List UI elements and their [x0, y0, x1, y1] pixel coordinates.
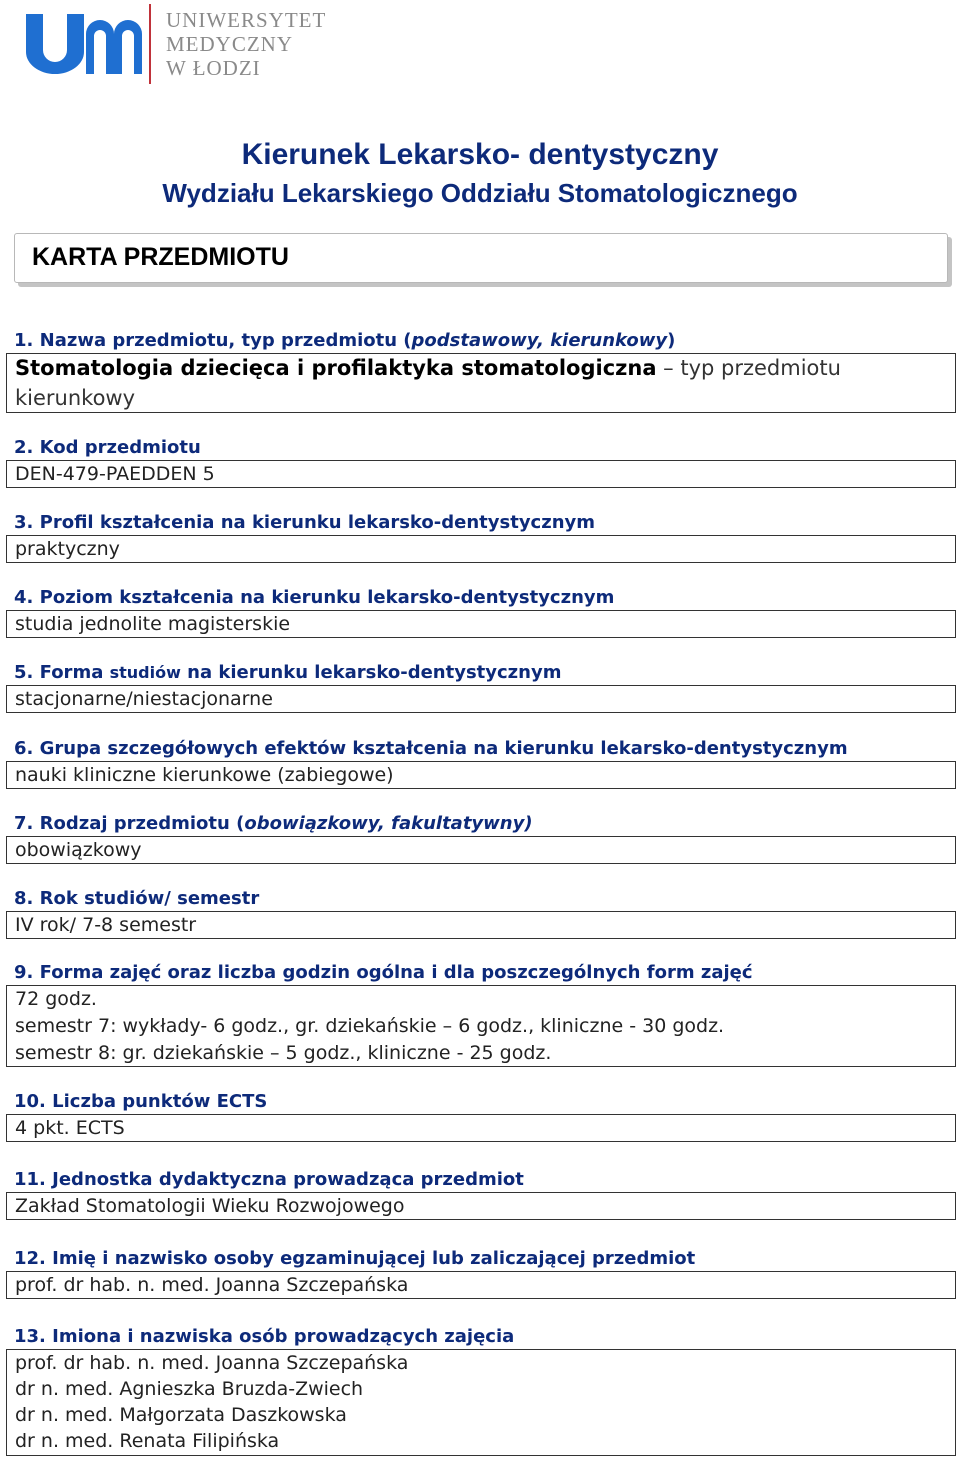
section-10-value: 4 pkt. ECTS [6, 1114, 956, 1142]
section-5-label: 5. Forma studiów na kierunku lekarsko-dentystycznym [14, 662, 562, 683]
page-subtitle: Wydziału Lekarskiego Oddziału Stomatologicznego [162, 178, 798, 208]
section-12-label: 12. Imię i nazwisko osoby egzaminującej lub zaliczającej przedmiot [14, 1248, 696, 1269]
section-13-label: 13. Imiona i nazwiska osób prowadzących zajęcia [14, 1326, 515, 1347]
section-10-label: 10. Liczba punktów ECTS [14, 1091, 268, 1112]
logo-wordmark: UNIWERSYTET MEDYCZNY W ŁODZI [166, 8, 327, 80]
section-5-value: stacjonarne/niestacjonarne [6, 685, 956, 713]
section-11-label: 11. Jednostka dydaktyczna prowadząca przedmiot [14, 1169, 524, 1190]
section-9-value: 72 godz. semestr 7: wykłady- 6 godz., gr. dziekańskie – 6 godz., kliniczne - 30 godz. semestr 8: gr. dziekańskie – 5 godz., kliniczne - 25 godz. [6, 985, 956, 1067]
section-1-value: Stomatologia dziecięca i profilaktyka stomatologiczna – typ przedmiotu kierunkowy [6, 353, 956, 413]
section-9-label: 9. Forma zajęć oraz liczba godzin ogólna i dla poszczególnych form zajęć [14, 962, 753, 983]
page-title: Kierunek Lekarsko- dentystyczny [241, 138, 719, 171]
karta-header-box [14, 233, 948, 283]
section-8-label: 8. Rok studiów/ semestr [14, 888, 260, 909]
section-11-value: Zakład Stomatologii Wieku Rozwojowego [6, 1192, 956, 1220]
section-3-label: 3. Profil kształcenia na kierunku lekarsko-dentystycznym [14, 512, 596, 533]
um-logo-icon [26, 14, 142, 74]
university-logo [26, 4, 346, 84]
section-6-value: nauki kliniczne kierunkowe (zabiegowe) [6, 761, 956, 789]
section-6-label: 6. Grupa szczegółowych efektów kształcenia na kierunku lekarsko-dentystycznym [14, 738, 848, 759]
section-13-value: prof. dr hab. n. med. Joanna Szczepańska dr n. med. Agnieszka Bruzda-Zwiech dr n. med. Małgorzata Daszkowska dr n. med. Renata Filipińska [6, 1349, 956, 1456]
section-12-value: prof. dr hab. n. med. Joanna Szczepańska [6, 1271, 956, 1299]
section-4-value: studia jednolite magisterskie [6, 610, 956, 638]
section-2-label: 2. Kod przedmiotu [14, 437, 201, 458]
section-8-value: IV rok/ 7-8 semestr [6, 911, 956, 939]
section-3-value: praktyczny [6, 535, 956, 563]
section-7-value: obowiązkowy [6, 836, 956, 864]
section-7-label: 7. Rodzaj przedmiotu (obowiązkowy, fakultatywny) [14, 813, 533, 834]
karta-title: KARTA PRZEDMIOTU [32, 243, 289, 271]
section-4-label: 4. Poziom kształcenia na kierunku lekarsko-dentystycznym [14, 587, 615, 608]
logo-separator [149, 4, 151, 84]
section-2-value: DEN-479-PAEDDEN 5 [6, 460, 956, 488]
section-1-label: 1. Nazwa przedmiotu, typ przedmiotu (podstawowy, kierunkowy) [14, 330, 676, 351]
